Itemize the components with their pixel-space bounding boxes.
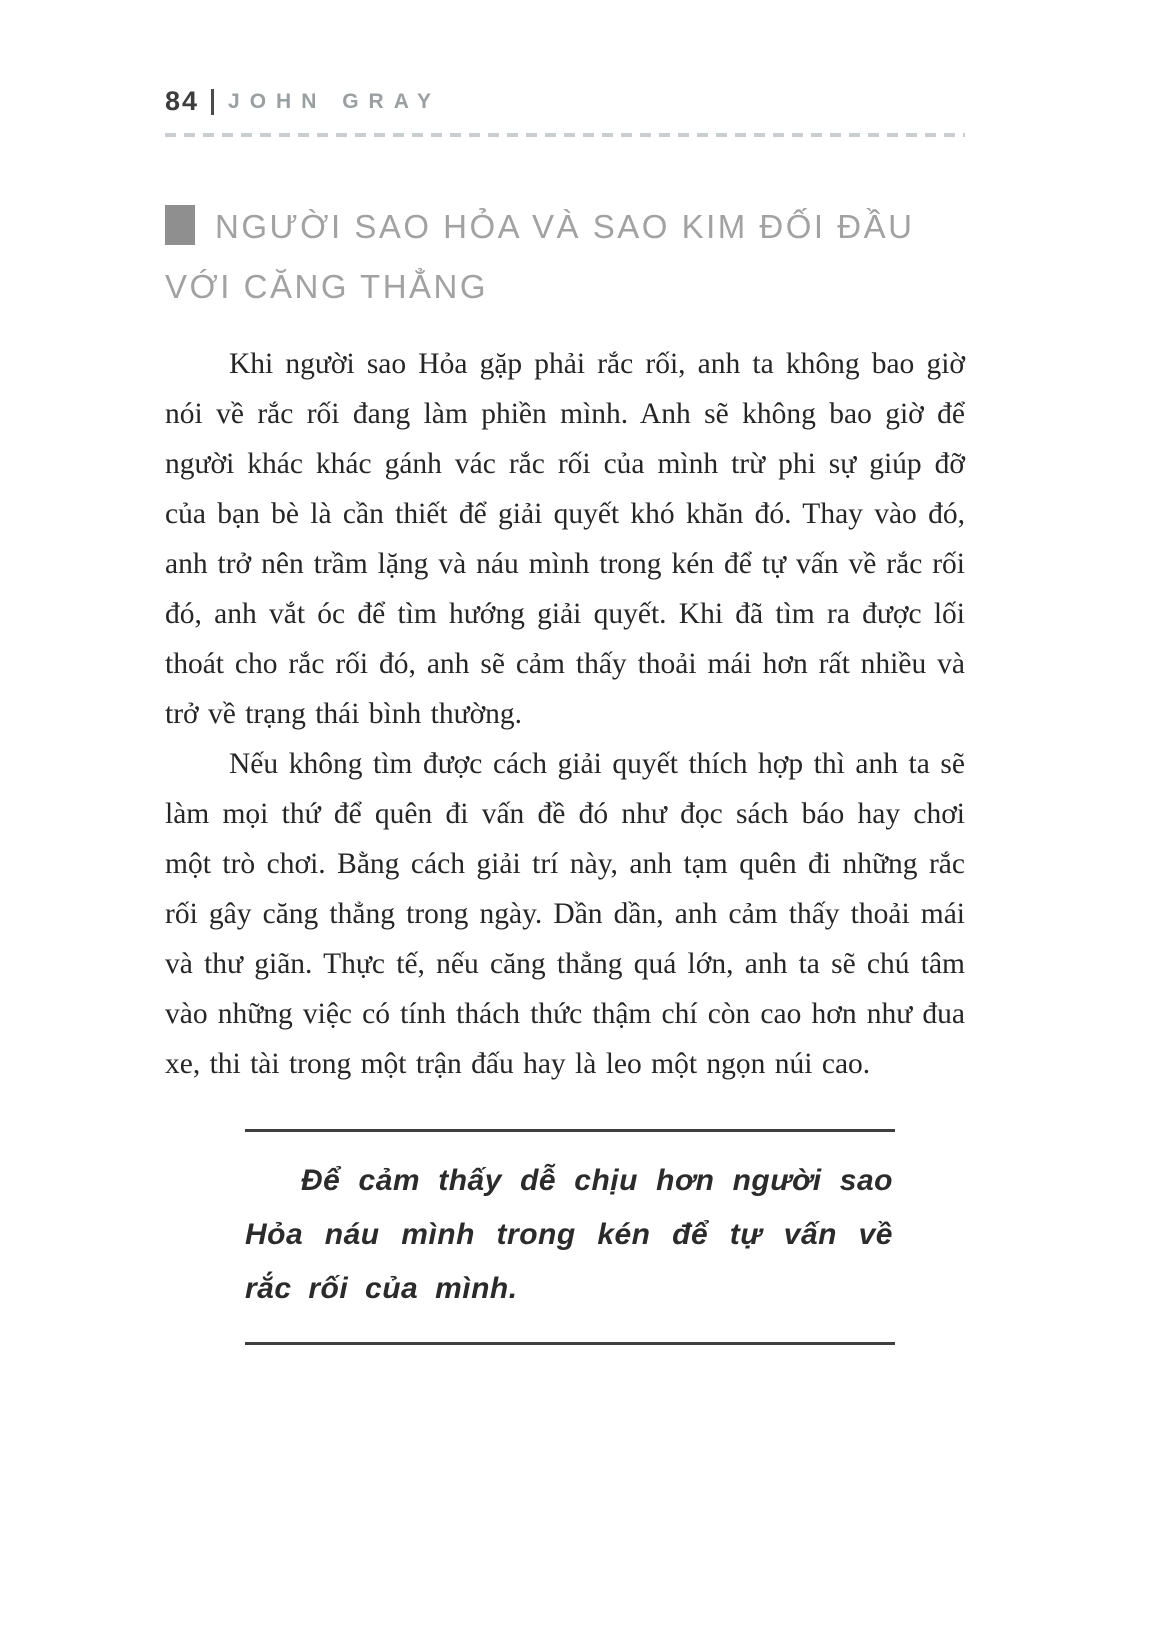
author-name: JOHN GRAY (228, 89, 441, 113)
header-divider (211, 89, 214, 115)
pull-quote-text: Để cảm thấy dễ chịu hơn người sao Hỏa náu mình trong kén để tự vấn về rắc rối của mình. (245, 1164, 893, 1305)
dashed-rule (165, 133, 965, 137)
paragraph: Nếu không tìm được cách giải quyết thích hợp thì anh ta sẽ làm mọi thứ để quên đi vấn đề đó như đọc sách báo hay chơi một trò chơi. Bằng cách giải trí này, anh tạm quên đi những rắc rối gây căng thẳng trong ngày. Dần dần, anh cảm thấy thoải mái và thư giãn. Thực tế, nếu căng thẳng quá lớn, anh ta sẽ chú tâm vào những việc có tính thách thức thậm chí còn cao hơn như đua xe, thi tài trong một trận đấu hay là leo một ngọn núi cao. (165, 748, 965, 1080)
section-marker-icon (165, 205, 195, 245)
page-number: 84 (165, 86, 200, 116)
section-heading (165, 197, 965, 317)
body-text (165, 339, 965, 1089)
pull-quote (245, 1129, 895, 1345)
paragraph: Khi người sao Hỏa gặp phải rắc rối, anh ta không bao giờ nói về rắc rối đang làm phiền mình. Anh sẽ không bao giờ để người khác khác gánh vác rắc rối của mình trừ phi sự giúp đỡ của bạn bè là cần thiết để giải quyết khó khăn đó. Thay vào đó, anh trở nên trầm lặng và náu mình trong kén để tự vấn về rắc rối đó, anh vắt óc để tìm hướng giải quyết. Khi đã tìm ra được lối thoát cho rắc rối đó, anh sẽ cảm thấy thoải mái hơn rất nhiều và trở về trạng thái bình thường. (165, 348, 965, 730)
section-heading-text: NGƯỜI SAO HỎA VÀ SAO KIM ĐỐI ĐẦU VỚI CĂNG THẲNG (165, 208, 915, 305)
page-header (165, 86, 965, 117)
